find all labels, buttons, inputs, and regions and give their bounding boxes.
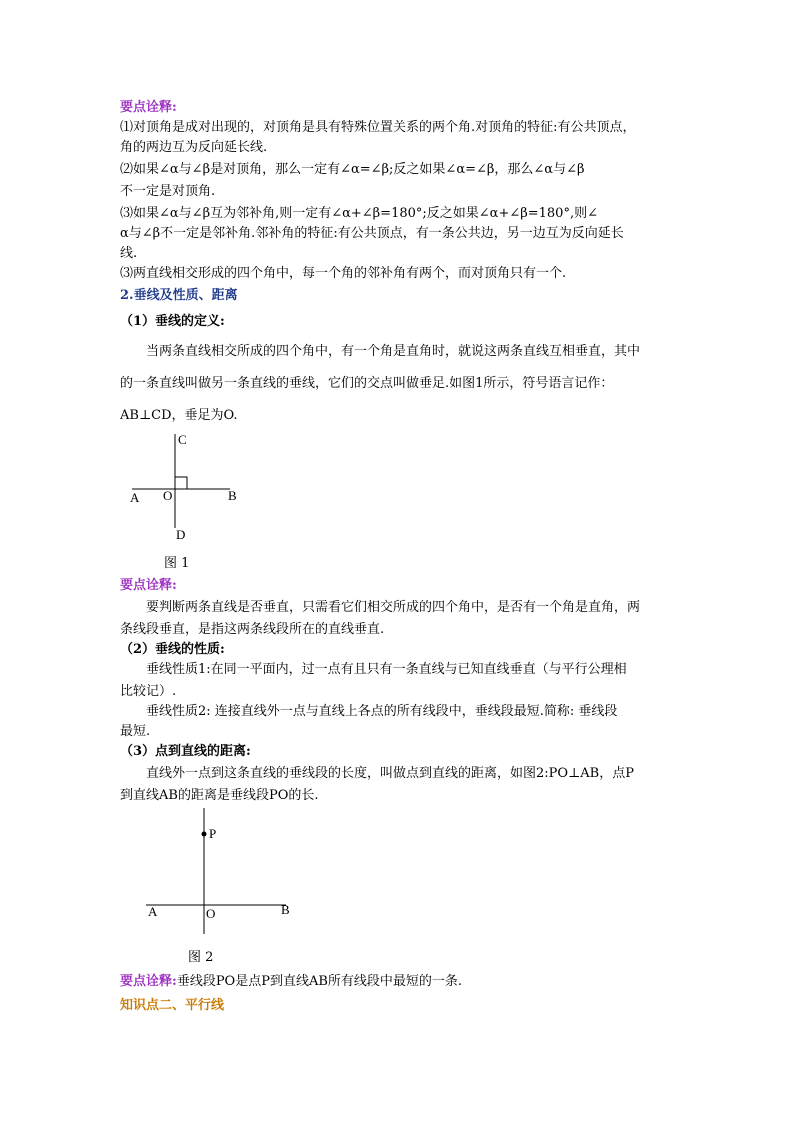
property-line: 最短.: [120, 724, 151, 739]
note-line: 要判断两条直线是否垂直，只需看它们相交所成的四个角中，是否有一个角是直角，两: [146, 600, 641, 615]
note-text-3: 垂线段PO是点P到直线AB所有线段中最短的一条.: [176, 974, 463, 989]
note-line: 线.: [120, 246, 138, 261]
distance-line: 到直线AB的距离是垂线段PO的长.: [120, 788, 319, 803]
label-p: P: [209, 826, 217, 841]
label-b: B: [228, 488, 237, 503]
property-line: 比较记）.: [120, 684, 177, 699]
note-line: ⑶如果∠α与∠β互为邻补角,则一定有∠α+∠β=180°;反之如果∠α+∠β=180°,则∠: [120, 206, 598, 221]
figure-1: [128, 430, 248, 570]
figure-2: [146, 806, 306, 966]
note-line: 不一定是对顶角.: [120, 184, 216, 199]
section-heading: 2.垂线及性质、距离: [120, 288, 238, 303]
perpendicular-diagram-2: [146, 806, 306, 946]
definition-line: AB⊥CD，垂足为O.: [120, 408, 238, 423]
right-angle-mark: [175, 477, 187, 489]
figure-caption-1: 图 1: [164, 556, 190, 571]
subheading-properties: （2）垂线的性质:: [120, 642, 225, 657]
subheading-definition: （1）垂线的定义:: [120, 314, 225, 329]
note-line-3: [120, 972, 462, 992]
note-line: ⑴对顶角是成对出现的，对顶角是具有特殊位置关系的两个角.对顶角的特征:有公共顶点，: [120, 120, 636, 135]
note-title-3: 要点诠释:: [120, 974, 177, 989]
note-title-2: 要点诠释:: [120, 578, 177, 593]
property-line: 垂线性质1:在同一平面内，过一点有且只有一条直线与已知直线垂直（与平行公理相: [146, 662, 627, 677]
definition-line: 的一条直线叫做另一条直线的垂线，它们的交点叫做垂足.如图1所示，符号语言记作：: [120, 376, 614, 391]
figure-caption-2: 图 2: [188, 950, 214, 965]
section-heading-parallel: 知识点二、平行线: [120, 998, 225, 1013]
definition-line: 当两条直线相交所成的四个角中，有一个角是直角时，就说这两条直线互相垂直，其中: [146, 344, 641, 359]
label-a: A: [148, 904, 158, 919]
distance-line: 直线外一点到这条直线的垂线段的长度，叫做点到直线的距离，如图2:PO⊥AB，点P: [146, 766, 634, 781]
property-line: 垂线性质2: 连接直线外一点与直线上各点的所有线段中，垂线段最短.简称: 垂线段: [146, 704, 618, 719]
subheading-distance: （3）点到直线的距离:: [120, 744, 251, 759]
label-o: O: [206, 906, 216, 921]
label-a: A: [130, 490, 140, 505]
note-title-1: 要点诠释:: [120, 100, 177, 115]
note-line: 角的两边互为反向延长线.: [120, 140, 268, 155]
note-line: ⑶两直线相交形成的四个角中，每一个角的邻补角有两个，而对顶角只有一个.: [120, 266, 567, 281]
label-o: O: [163, 488, 173, 503]
label-c: C: [178, 432, 187, 447]
note-line: ⑵如果∠α与∠β是对顶角，那么一定有∠α=∠β;反之如果∠α=∠β，那么∠α与∠β: [120, 162, 585, 177]
note-line: 条线段垂直，是指这两条线段所在的直线垂直.: [120, 622, 385, 637]
label-b: B: [281, 902, 290, 917]
note-line: α与∠β不一定是邻补角.邻补角的特征:有公共顶点，有一条公共边，另一边互为反向延长: [120, 226, 624, 241]
point-p: [202, 832, 207, 837]
label-d: D: [176, 527, 186, 542]
